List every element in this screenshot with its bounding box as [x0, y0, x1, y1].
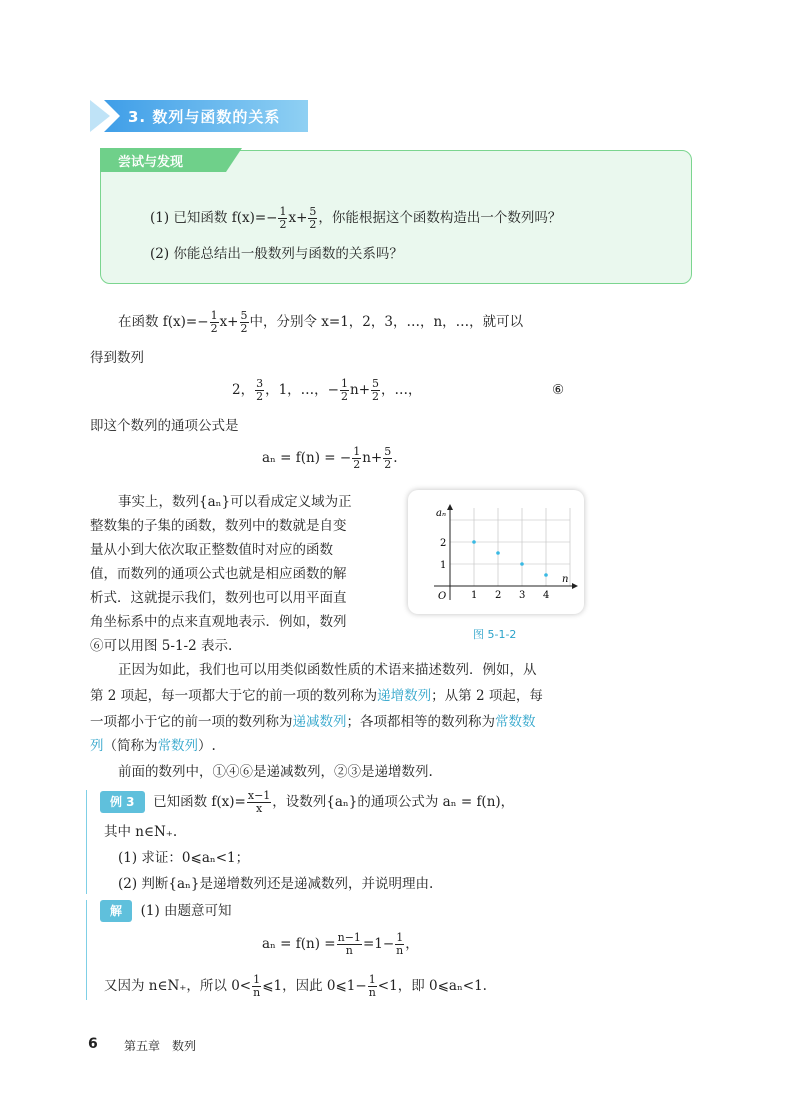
y-axis-label: aₙ: [436, 508, 447, 519]
term-increasing: 递增数列: [377, 688, 432, 704]
explore-question-2: (2) 你能总结出一般数列与函数的关系吗？: [150, 246, 403, 262]
para4-line4: 列（简称为常数列）.: [90, 738, 216, 754]
chapter-title: 第五章 数列: [124, 1039, 197, 1053]
explore-tab: [100, 148, 242, 172]
y-axis-arrow: [447, 504, 453, 510]
para3-line: 析式．这就提示我们，数列也可以用平面直: [90, 590, 347, 606]
para4-line2: 第 2 项起，每一项都大于它的前一项的数列称为递增数列；从第 2 项起，每: [90, 688, 543, 704]
equation-tag-6: ⑥: [552, 382, 565, 398]
solution-formula: aₙ = f(n) = $\frac{n-1}{n}$ =1− $\frac{1}{n}$ ，: [262, 931, 419, 957]
term-decreasing: 递减数列: [292, 714, 347, 730]
general-term-formula: aₙ = f(n) = − $\frac{1}{2}$ n+ $\frac{5}{2}$ .: [262, 445, 398, 471]
para1-line1: 在函数 f(x)=− $\frac{1}{2}$ x+ $\frac{5}{2}$ 中，分别令 x=1，2，3，…，n，…，就可以: [118, 309, 524, 335]
sequence-display: 2， $\frac{3}{2}$ ，1，…，− $\frac{1}{2}$ n+ $\frac{5}{2}$ ，…，: [232, 377, 422, 403]
origin-label: O: [438, 591, 447, 602]
solution-tag: 解: [100, 900, 132, 922]
term-constant-short: 常数列: [157, 738, 198, 754]
y-tick-label: 2: [440, 538, 447, 549]
example-line1: 例 3 已知函数 f(x)= $\frac{x-1}{x}$ ，设数列{aₙ}的通项公式为 aₙ = f(n)，: [100, 790, 514, 815]
para3-line: 角坐标系中的点来直观地表示．例如，数列: [90, 614, 347, 630]
sequence-graph: [408, 490, 584, 614]
y-tick-label: 1: [440, 560, 447, 571]
para1-line2: 得到数列: [90, 350, 144, 366]
para2: 即这个数列的通项公式是: [90, 418, 239, 434]
x-axis-arrow: [572, 583, 578, 589]
x-tick-label: 2: [495, 590, 502, 601]
para3-line: 整数集的子集的函数，数列中的数就是自变: [90, 518, 347, 534]
para3-line: ⑥可以用图 5-1-2 表示.: [90, 638, 233, 654]
solution-line1: 解 (1) 由题意可知: [100, 900, 232, 922]
x-tick-label: 1: [471, 590, 478, 601]
x-axis-label: n: [562, 574, 569, 585]
para4-line1: 正因为如此，我们也可以用类似函数性质的术语来描述数列．例如，从: [118, 662, 537, 678]
para3-line: 值，而数列的通项公式也就是相应函数的解: [90, 566, 347, 582]
explore-question-1: (1) 已知函数 f(x)=− $\frac{1}{2}$ x+ $\frac{5}{2}$ ，你能根据这个函数构造出一个数列吗？: [150, 205, 562, 231]
example-line3: (1) 求证：0⩽aₙ<1；: [118, 850, 250, 866]
data-point: [520, 562, 524, 566]
section-title: 3. 数列与函数的关系: [128, 108, 281, 126]
page-number: 6: [88, 1036, 98, 1052]
example-tag: 例 3: [100, 791, 145, 813]
para4-line3: 一项都小于它的前一项的数列称为递减数列；各项都相等的数列称为常数数: [90, 714, 536, 730]
term-constant: 常数数: [495, 714, 536, 730]
data-point: [496, 551, 500, 555]
figure-5-1-2: [408, 490, 584, 614]
data-point: [472, 540, 476, 544]
data-point: [544, 573, 548, 577]
para3-line: 事实上，数列{aₙ}可以看成定义域为正: [118, 494, 352, 510]
section-banner: [90, 100, 308, 132]
para3-line: 量从小到大依次取正整数值时对应的函数: [90, 542, 333, 558]
solution-bracket: [86, 900, 99, 1000]
figure-caption: 图 5-1-2: [473, 628, 517, 641]
x-tick-label: 3: [519, 590, 526, 601]
example-line2: 其中 n∈N₊.: [104, 824, 178, 840]
example-bracket: [86, 790, 99, 894]
example-line4: (2) 判断{aₙ}是递增数列还是递减数列，并说明理由.: [118, 876, 434, 892]
para5: 前面的数列中，①④⑥是递减数列，②③是递增数列.: [118, 764, 433, 780]
explore-tab-label: 尝试与发现: [118, 155, 184, 170]
x-tick-label: 4: [543, 590, 550, 601]
solution-line3: 又因为 n∈N₊，所以 0< $\frac{1}{n}$ ⩽1，因此 0⩽1− $\frac{1}{n}$ <1，即 0⩽aₙ<1.: [104, 973, 487, 999]
